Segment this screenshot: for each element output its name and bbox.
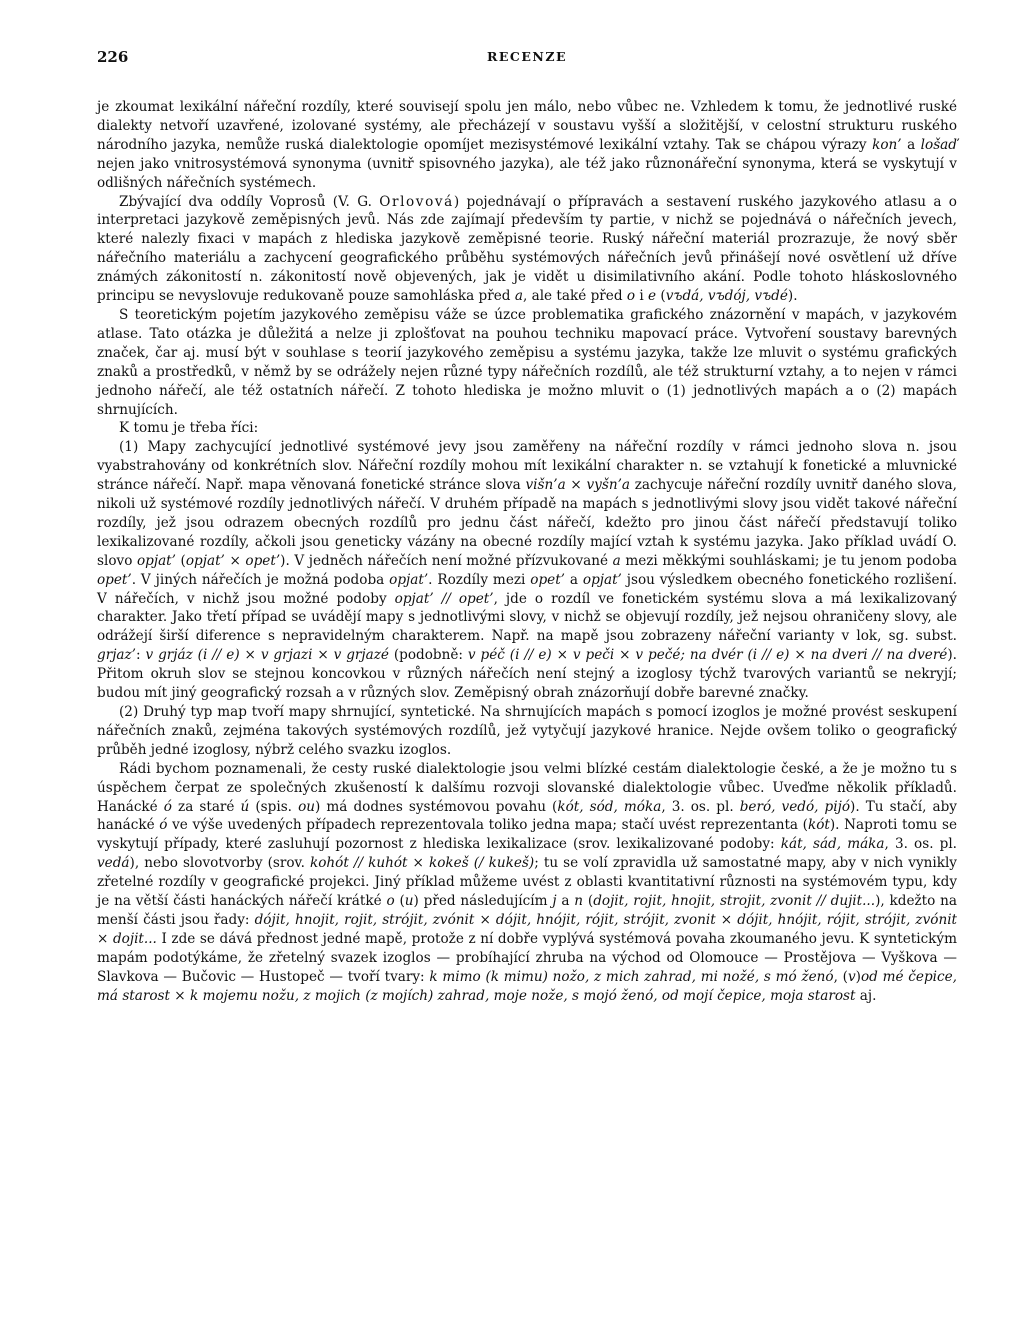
text-run: ). xyxy=(787,288,798,305)
text-run: , 3. os. pl. xyxy=(661,798,740,815)
text-run: ), kdežto na menší části jsou řady: xyxy=(97,893,957,928)
text-run: i xyxy=(635,288,649,305)
text-run: I zde se dává přednost jedné mapě, protože z ní dobře vyplývá systémová povaha zkoumaného jevu. K syntetickým mapám podotýkáme, že zřetelný svazek izoglos — probíhající zhruba na východ od Olomouce — Prostějova — Vyškova — Slavkova — Bučovic — Hustopeč — tvoří tvary: xyxy=(97,930,957,985)
text-run: . V jiných nářečích je možná podoba xyxy=(131,571,390,588)
text-run: je zkoumat lexikální nářeční rozdíly, které souvisejí spolu jen málo, nebo vůbec ne. Vzhledem k tomu, že jednotlivé ruské dialekty netvoří uzavřené, izolované systémy, ale přecházejí v soustavu vyšší a složitější, v celostní strukturu ruského národního jazyka, nemůže ruská dialektologie opomíjet mezisystémové lexikální vztahy. Tak se chápou výrazy xyxy=(97,99,957,153)
text-run: aj. xyxy=(855,987,877,1004)
text-run: mezi měkkými souhláskami; je tu jenom podoba xyxy=(620,552,957,569)
italic-term: opjat’ xyxy=(582,571,622,588)
italic-term: opet’ xyxy=(530,571,565,588)
text-run: × xyxy=(169,987,191,1004)
text-run: a xyxy=(564,571,583,588)
italic-term: a xyxy=(514,288,523,305)
page-number: 226 xyxy=(97,48,129,66)
text-run: ; tu se volí zpravidla už samostatné mapy, aby v nich vynikly zřetelné rozdíly v geografické projekci. Jiný příklad můžeme uvést z oblasti kvantitativní různosti na systémovém typu, kdy je na větší části hanáckých nářečí krátké xyxy=(97,855,957,910)
italic-term: o xyxy=(626,288,636,305)
italic-term: a xyxy=(612,552,621,569)
text-run: . Rozdíly mezi xyxy=(428,571,531,588)
italic-term: kohót // kuhót × kokeš (/ kukeš) xyxy=(310,855,535,872)
article-body xyxy=(97,98,957,1006)
italic-term: beró, vedó, pijó xyxy=(739,798,851,815)
text-run: , 3. os. pl. xyxy=(884,836,957,853)
text-run: (2) Druhý typ map tvoří mapy shrnující, syntetické. Na shrnujících mapách s pomocí izoglos je možné provést seskupení nářečních znaků, zejména takových systémových rozdílů, jež vytyčují jazykové hranice. Nejde ovšem toliko o geografický průběh jedné izoglosy, nýbrž celého svazku izoglos. xyxy=(97,704,957,758)
text-run: K tomu je třeba říci: xyxy=(119,420,259,437)
text-run: (podobně: xyxy=(388,647,468,664)
text-run: zachycuje nářeční rozdíly uvnitř daného slova, nikoli už systémové rozdíly jednotlivých nářečí. V druhém případě na mapách s jednotlivými slovy jsou vidět takové nářeční rozdíly, jež jsou odrazem obecných rozdílů pro jednu část nářečí, kdežto pro jinou část nářečí představují toliko lexikalizované rozdíly, ačkoli jsou geneticky vázány na obecné rozdíly mající vztah k systému jazyka. Jako příklad uvádí O. slovo xyxy=(97,477,957,569)
italic-term: ou xyxy=(298,798,316,815)
italic-term: kót, sód, móka xyxy=(557,798,662,815)
italic-term: dójit, hnojit, rojit, strójit, zvónit × dójit, hnójit, rójit, strójit, zvonit × dójit, hnójit, rójit, strójit, zvónit × dojit... xyxy=(97,911,958,947)
text-run: : xyxy=(136,647,146,664)
italic-term: u xyxy=(404,893,414,910)
text-run: ) před následujícím xyxy=(413,893,553,910)
italic-term: lošaď xyxy=(920,136,957,153)
text-run: ( xyxy=(394,893,405,910)
text-run: × xyxy=(224,552,246,569)
text-run: ( xyxy=(656,288,666,305)
italic-term: vedá xyxy=(97,855,130,872)
text-run: × xyxy=(565,477,587,494)
italic-term: ó xyxy=(163,798,172,815)
paragraph-p4 xyxy=(97,419,957,438)
page-header xyxy=(97,48,957,70)
text-run: , jde o rozdíl ve fonetickém systému slova a má lexikalizovaný charakter. Jako třetí případ se uvádějí mapy s jednotlivými slovy, v nichž se objevují rozdíly, jež nejsou ohraničeny slovy, ale odrážejí širší diference s nepravidelným charakterem. Např. na mapě jsou zobrazeny nářeční varianty v lok, sg. subst. xyxy=(97,590,957,645)
text-run: a xyxy=(556,893,575,910)
paragraph-p7 xyxy=(97,760,957,1006)
italic-term: opet’ xyxy=(245,552,281,569)
italic-term: višn’a xyxy=(525,477,566,494)
text-run: (spis. xyxy=(249,798,299,815)
paragraph-p3 xyxy=(97,306,957,419)
text-run: ), nebo slovotvorby (srov. xyxy=(129,855,310,872)
text-run: ( xyxy=(175,552,186,569)
italic-term: opjat’ xyxy=(185,552,225,569)
text-run: ). V jedněch nářečích není možné přízvukované xyxy=(280,552,613,569)
italic-term: kát, sád, máka xyxy=(780,836,885,853)
italic-term: opet’ xyxy=(97,571,132,588)
paragraph-p6 xyxy=(97,703,957,760)
italic-term: opjat’ xyxy=(136,552,176,569)
text-run: Orlovová xyxy=(379,193,454,210)
italic-term: opjat’ xyxy=(389,571,429,588)
text-run: a xyxy=(901,136,921,153)
text-run: ) pojednávají o přípravách a sestavení ruského jazykového atlasu a o interpretaci jazykově zeměpisných jevů. Nás zde zajímají především ty partie, v nichž se pojednává o nářečních jevech, které nalezly fixaci v mapách z hlediska jazykově zeměpisné teorie. Ruský nářeční materiál prozrazuje, že nový sběr nářečního materiálu a zachycení geografického průběhu systémových nářečních jevů přinášejí nové osvětlení už dříve známých zákonitostí n. zákonitostí nově objevených, jak je vidět u disimilativního akání. Podle tohoto hláskoslovného principu se nevyslovuje redukovaně pouze samohláska před xyxy=(97,193,957,305)
text-run: , ( xyxy=(833,968,848,985)
text-run: za staré xyxy=(171,798,241,815)
running-head: RECENZE xyxy=(487,49,567,64)
paragraph-p5 xyxy=(97,438,957,703)
italic-term: o xyxy=(386,893,395,910)
italic-term: v péč (i // e) × v peči × v pečé; na dvér (i // e) × na dveri // na dveré xyxy=(467,647,948,664)
text-run: ) xyxy=(855,968,861,985)
text-run: ( xyxy=(583,893,594,910)
italic-term: grjaz’ xyxy=(97,647,137,664)
italic-term: vъdá, vъdój, vъdé xyxy=(665,288,788,305)
text-run: (1) Mapy zachycující jednotlivé systémové jevy jsou zaměřeny na nářeční rozdíly v rámci jednoho slova n. jsou vyabstrahovány od konkrétních slov. Nářeční rozdíly mohou mít lexikální charakter n. se vztahují k fonetické a mluvnické stránce nářečí. Např. mapa věnovaná fonetické stránce slova xyxy=(97,439,957,494)
paragraph-p1 xyxy=(97,98,957,193)
text-run: , ale také před xyxy=(522,288,627,305)
italic-term: e xyxy=(648,288,657,305)
italic-term: k mojemu nožu, z mojich (z mojích) zahrad, moje nože, s mojó ženó, od mojí čepice, moja starost xyxy=(190,987,856,1004)
italic-term: v xyxy=(847,968,856,985)
italic-term: n xyxy=(574,893,584,910)
text-run: ve výše uvedených případech reprezentovala toliko jedna mapa; stačí uvést reprezentanta ( xyxy=(167,817,808,834)
italic-term: od mé čepice, má starost xyxy=(97,968,957,1004)
text-run: ) má dodnes systémovou povahu ( xyxy=(315,798,558,815)
text-run: ). Tu stačí, aby hanácké xyxy=(97,798,957,834)
italic-term: opjat’ // opet’ xyxy=(394,590,494,607)
text-run: S teoretickým pojetím jazykového zeměpisu váže se úzce problematika grafického znázornění v mapách, v jazykovém atlase. Tato otázka je důležitá a nelze ji zplošťovat na pouhou techniku mapovací práce. Vytvoření soustavy barevných značek, čar aj. musí být v souhlase s teorií jazykového zeměpisu a systému jazyka, takže lze mluvit o systému grafických znaků a prostředků, v němž by se odrážely nejen různé typy nářečních rozdílů, ale též strukturní vztahy, a to nejen v rámci jednoho nářečí, ale též ostatních nářečí. Z tohoto hlediska je možno mluvit o (1) jednotlivých mapách a o (2) mapách shrnujících. xyxy=(97,306,957,418)
italic-term: kon’ xyxy=(872,136,902,153)
italic-term: ó xyxy=(159,817,168,834)
text-run: Zbývající dva oddíly Voprosů (V. G. xyxy=(119,193,380,210)
italic-term: vyšn’a xyxy=(586,477,631,494)
text-run: Rádi bychom poznamenali, že cesty ruské dialektologie jsou velmi blízké cestám dialektologie české, a že je možno tu s úspěchem čerpat ze společných zkušeností k dalšímu rozvoji slovanské dialektologie vůbec. Uveďme několik příkladů. Hanácké xyxy=(97,760,957,815)
italic-term: k mimo (k mimu) nožo, z mich zahrad, mi nožé, s mó ženó xyxy=(429,968,834,985)
italic-term: j xyxy=(552,893,557,910)
italic-term: kót xyxy=(807,817,830,834)
italic-term: v grjáz (i // e) × v grjazi × v grjazé xyxy=(145,647,389,664)
italic-term: dojit, rojit, hnojit, strojit, zvonit // dujit... xyxy=(593,893,876,910)
paragraph-p2 xyxy=(97,193,957,306)
text-run: ). Přitom okruh slov se stejnou koncovkou v různých nářečích není stejný a izoglosy týchž tvarových variantů se nekryjí; budou mít jiný geografický rozsah a v různých slov. Zeměpisný obrah znázorňují dobře barevné značky. xyxy=(97,647,957,702)
text-run: ). Naproti tomu se vyskytují případy, které zasluhují pozornost z hlediska lexikalizace (srov. lexikalizované podoby: xyxy=(97,817,957,853)
text-run: jsou výsledkem obecného fonetického rozlišení. V nářečích, v nichž jsou možné podoby xyxy=(97,571,958,607)
text-run: nejen jako vnitrosystémová synonyma (uvnitř spisovného jazyka), ale též jako různonářeční synonyma, která se vyskytují v odlišných nářečních systémech. xyxy=(97,155,957,191)
italic-term: ú xyxy=(240,798,250,815)
